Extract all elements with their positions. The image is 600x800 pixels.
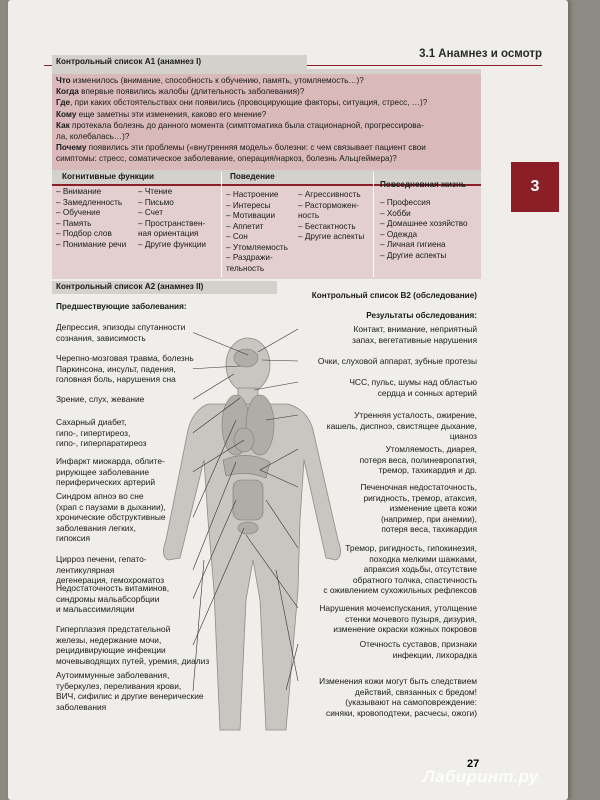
behavior-item: – Агрессивность — [298, 190, 361, 199]
behavior-item: – Бестактность — [298, 221, 356, 231]
cognitive-item: – Другие функции — [138, 239, 206, 249]
a2-item — [56, 456, 165, 488]
behavior-item: ность — [298, 211, 320, 220]
behavior-title: Поведение — [230, 172, 275, 181]
a2-item-line: гипо-, гипертиреоз, — [56, 427, 131, 438]
behavior-item: тельность — [226, 263, 265, 273]
section-title: 3.1 Анамнез и осмотр — [419, 48, 542, 60]
b2-item — [318, 356, 477, 367]
b2-item-line: обратного толчка, спастичность — [352, 574, 477, 585]
chapter-tab: 3 — [511, 162, 559, 212]
b2-pointer-line — [258, 329, 298, 352]
b2-item-line: сердца и сонных артерий — [377, 387, 477, 398]
a2-item — [56, 554, 164, 586]
a2-item-line: Инфаркт миокарда, облите- — [56, 456, 165, 466]
cognitive-item: – Память — [56, 218, 92, 228]
a1-keyword: Что — [56, 76, 71, 85]
b2-item — [323, 543, 477, 596]
b2-item-line: потеря веса, тахикардия — [381, 524, 477, 534]
a1-question-text: протекала болезнь до данного момента (симптоматика была стационарной, прогрессирова- — [69, 120, 424, 130]
b2-item — [349, 377, 477, 398]
b2-item-line: запах, вегетативные нарушения — [352, 334, 477, 345]
a2-item-line: Недостаточность витаминов, — [56, 583, 170, 593]
a1-keyword: Почему — [56, 143, 87, 153]
cognitive-item: – Внимание — [56, 187, 102, 196]
b2-item — [352, 324, 477, 345]
a2-item-line: Черепно-мозговая травма, болезнь — [56, 353, 194, 363]
a2-item — [56, 624, 209, 666]
cognitive-title: Когнитивные функции — [62, 172, 154, 181]
a2-item-line: Сахарный диабет, — [56, 417, 127, 427]
behavior-item: – Аппетит — [226, 221, 264, 231]
a1-question-text: изменилось (внимание, способность к обучению, память, утомляемость…)? — [70, 76, 364, 85]
a2-item — [56, 491, 166, 544]
b2-item-line: Утренняя усталость, ожирение, — [354, 410, 477, 420]
a2-item-line: Зрение, слух, жевание — [56, 394, 145, 404]
cognitive-item: – Счет — [138, 208, 163, 217]
a2-item-line: Депрессия, эпизоды спутанности — [56, 322, 186, 332]
a1-keyword: Как — [56, 120, 70, 130]
b2-subtitle: Результаты обследования: — [366, 311, 477, 320]
a2-item-line: дегенерация, гемохроматоз — [56, 575, 165, 585]
b2-item-line: цианоз — [449, 431, 477, 441]
b2-item-line: Контакт, внимание, неприятный — [353, 324, 477, 334]
b2-item-line: потеря веса, полиневропатия, — [359, 454, 477, 465]
a2-item-line: мочевыводящих путей, уремия, диализ — [56, 655, 210, 666]
cognitive-item: – Чтение — [138, 187, 173, 196]
a2-item — [56, 322, 185, 343]
a1-question-text: симптомы: стресс, соматическое заболевание, операция/наркоз, болезнь Альцгеймера)? — [56, 154, 397, 164]
b2-item-line: стенки мочевого пузыря, дизурия, — [345, 613, 477, 624]
cognitive-item: – Обучение — [56, 208, 101, 217]
behavior-item: – Сон — [226, 232, 248, 241]
b2-item-line: Очки, слуховой аппарат, зубные протезы — [317, 356, 477, 366]
behavior-item: – Настроение — [226, 190, 279, 199]
a2-item-line: (храп с паузами в дыхании), — [56, 501, 166, 512]
a2-item-line: туберкулез, переливания крови, — [56, 680, 182, 691]
b2-item-line: ЧСС, пульс, шумы над областью — [349, 377, 477, 387]
a2-item-line: сознания, зависимость — [56, 332, 146, 343]
daily-item: – Профессия — [380, 198, 431, 207]
b2-item-line: Изменения кожи могут быть следствием — [319, 676, 477, 686]
page-number: 27 — [467, 758, 480, 770]
b2-item-line: синяки, кровоподтеки, расчесы, ожоги) — [326, 707, 477, 718]
cognitive-item: – Понимание речи — [56, 239, 127, 249]
a2-item-line: рецидивирующие инфекции — [56, 645, 166, 655]
a2-item-line: Синдром апноэ во сне — [56, 491, 144, 501]
a2-item-line: рирующее заболевание — [56, 466, 150, 477]
cognitive-item: – Письмо — [138, 197, 174, 207]
cognitive-item: – Пространствен- — [138, 218, 206, 228]
a2-item-line: головная боль, нарушения сна — [56, 374, 176, 384]
b2-item-line: с оживлением сухожильных рефлексов — [323, 585, 477, 595]
a1-keyword: Где — [56, 98, 71, 108]
a2-item-line: Гиперплазия предстательной — [56, 624, 171, 634]
a2-item-line: Паркинсона, инсульт, падения, — [56, 363, 176, 374]
a2-item-line: гипоксия — [56, 533, 91, 543]
b2-item — [360, 482, 477, 535]
a1-question-text: впервые появились жалобы (длительность заболевания)? — [78, 87, 305, 97]
a2-item-line: железы, недержание мочи, — [56, 634, 162, 645]
b2-item — [327, 410, 477, 442]
b2-item-line: кашель, диспноэ, свистящее дыхание, — [326, 420, 477, 431]
a1-question-text: еще заметны эти изменения, каково его мнение? — [76, 109, 267, 119]
a1-title: Контрольный список A1 (анамнез I) — [56, 57, 202, 66]
b2-item-line: изменение цвета кожи — [389, 503, 477, 513]
a2-item-line: Аутоиммунные заболевания, — [56, 670, 170, 680]
a2-item-line: хронические обструктивные — [56, 512, 166, 522]
a2-item — [56, 353, 194, 385]
a2-item-line: периферических артерий — [56, 477, 156, 487]
a2-item-line: синдромы мальабсорбции — [56, 593, 160, 604]
daily-item: – Одежда — [380, 229, 418, 239]
behavior-item: – Раздражи- — [226, 253, 273, 262]
a2-item-line: заболевания — [56, 701, 107, 712]
cognitive-item: – Замедленность — [56, 197, 123, 207]
a2-pointer-line — [193, 374, 234, 399]
a1-question-text: , при каких обстоятельствах они появились (провоцирующие факторы, ситуация, стресс, …)? — [70, 98, 428, 108]
b2-item-line: инфекции, лихорадка — [392, 649, 477, 660]
a2-item-line: и мальассимиляции — [56, 604, 135, 614]
a2-item-line: заболевания легких, — [56, 522, 136, 533]
daily-item: – Другие аспекты — [380, 250, 447, 260]
book-page — [8, 0, 568, 800]
b2-item-line: Утомляемость, диарея, — [385, 444, 477, 454]
b2-item-line: ригидность, тремор, атаксия, — [363, 492, 477, 503]
b2-item-line: Печеночная недостаточность, — [360, 482, 477, 492]
a2-item — [56, 670, 204, 712]
behavior-item: – Мотивации — [226, 211, 276, 220]
b2-item — [319, 676, 477, 718]
behavior-item: – Утомляемость — [226, 242, 288, 252]
b2-item — [360, 639, 477, 660]
daily-item: – Хобби — [380, 208, 411, 218]
a2-item — [56, 583, 169, 615]
a2-item-line: лентикулярная — [56, 564, 115, 575]
b2-item-line: (указывают на самоповреждение: — [345, 697, 477, 707]
b2-title: Контрольный список B2 (обследование) — [311, 291, 477, 300]
a2-item-line: гипо-, гиперпаратиреоз — [56, 438, 147, 448]
watermark: Лабиринт.ру — [423, 767, 539, 786]
b2-item-line: Отечность суставов, признаки — [359, 639, 477, 649]
a1-keyword: Когда — [56, 87, 79, 97]
behavior-item: – Расторможен- — [298, 200, 359, 210]
a1-keyword: Кому — [56, 109, 77, 119]
a2-title: Контрольный список A2 (анамнез II) — [56, 282, 204, 291]
a2-subtitle: Предшествующие заболевания: — [56, 302, 187, 311]
a1-question-text: появились эти проблемы («внутренняя модель» болезни: с чем связывает пациент свои — [86, 143, 426, 153]
daily-title: Повседневная жизнь — [380, 180, 466, 189]
b2-item-line: тремор, тахикардия и др. — [378, 465, 477, 475]
cognitive-item: ная ориентация — [138, 229, 199, 238]
cognitive-item: – Подбор слов — [56, 229, 112, 238]
a1-question-text: ла, колебалась…)? — [56, 132, 130, 141]
daily-item: – Домашнее хозяйство — [380, 219, 468, 228]
b2-item-line: Нарушения мочеиспускания, утолщение — [319, 603, 477, 613]
b2-item-line: Тремор, ригидность, гипокинезия, — [345, 543, 477, 553]
a2-item-line: ВИЧ, сифилис и другие венерические — [56, 691, 204, 701]
behavior-item: – Другие аспекты — [298, 232, 365, 241]
behavior-item: – Интересы — [226, 200, 271, 210]
b2-item — [360, 444, 477, 476]
b2-item-line: (например, при анемии), — [380, 513, 477, 524]
b2-item-line: походка мелкими шажками, — [369, 553, 477, 564]
a2-item — [56, 417, 147, 449]
b2-item-line: апраксия ходьбы, отсутствие — [363, 564, 477, 574]
a2-item — [56, 394, 144, 405]
daily-item: – Личная гигиена — [380, 240, 446, 249]
b2-item-line: изменение окраски кожных покровов — [333, 624, 477, 634]
b2-item-line: действий, связанных с бредом! — [354, 686, 477, 697]
b2-item — [319, 603, 477, 635]
a2-item-line: Цирроз печени, гепато- — [56, 554, 147, 564]
